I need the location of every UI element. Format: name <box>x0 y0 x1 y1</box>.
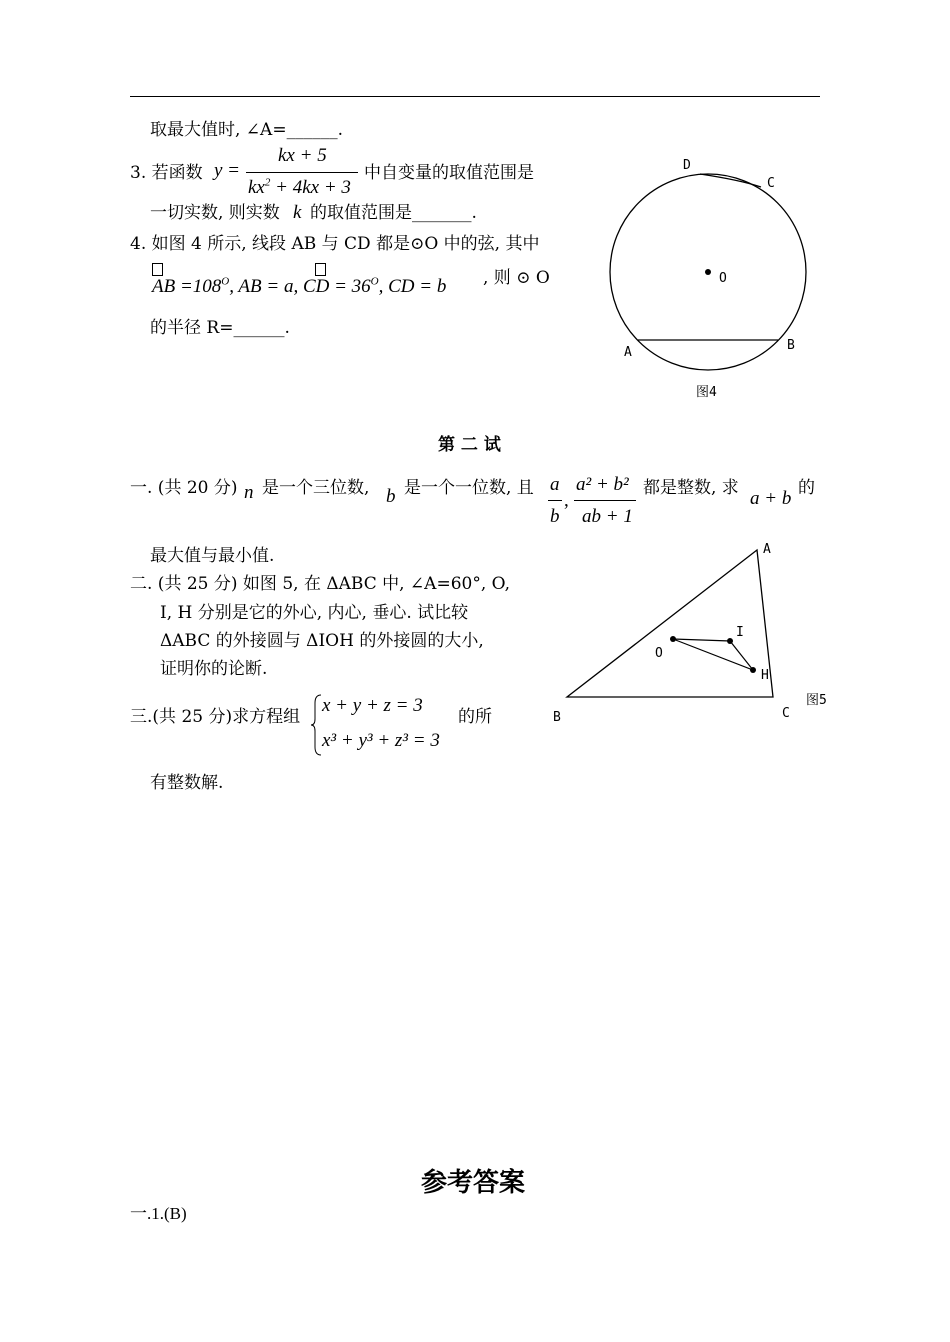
p2-line3: ΔABC 的外接圆与 ΔIOH 的外接圆的大小, <box>160 631 484 651</box>
label-d: D <box>683 158 691 173</box>
figure-caption: 图5 <box>806 693 827 708</box>
q3-line2a: 一切实数, 则实数 <box>150 203 280 223</box>
point-o <box>670 636 676 642</box>
p1-expr: a + b <box>750 488 792 509</box>
q3-numerator: kx + 5 <box>278 145 327 166</box>
p1-b: b <box>386 486 396 507</box>
p3-suffix: 的所 <box>458 707 492 727</box>
q3-middle: 中自变量的取值范围是 <box>364 163 534 183</box>
degree-sup: O <box>221 275 230 288</box>
q4-line1: 4. 如图 4 所示, 线段 AB 与 CD 都是⊙O 中的弦, 其中 <box>130 234 540 254</box>
q3-line2b: 的取值范围是_______. <box>310 203 477 223</box>
p2-line1: 二. (共 25 分) 如图 5, 在 ΔABC 中, ∠A=60°, O, <box>130 574 510 594</box>
comma: , <box>564 490 569 511</box>
center-point <box>705 269 711 275</box>
label-a: A <box>763 542 771 557</box>
label-o: O <box>655 646 663 661</box>
degree-sup: O <box>370 275 379 288</box>
point-i <box>727 638 733 644</box>
p3-line2: 有整数解. <box>150 773 224 793</box>
p1-prefix: 一. (共 20 分) <box>130 478 238 498</box>
label-c: C <box>782 706 790 721</box>
frac2-denominator: ab + 1 <box>582 506 633 527</box>
p3-prefix: 三.(共 25 分)求方程组 <box>130 707 301 727</box>
q3-k: k <box>293 202 302 223</box>
q4-tail: , 则 ⊙ O <box>483 268 550 288</box>
frac1-numerator: a <box>550 474 560 495</box>
q3-denominator-b: + 4kx + 3 <box>275 177 351 198</box>
q4-math-a: AB =108 <box>152 276 222 297</box>
q3-exponent: 2 <box>264 176 271 189</box>
p1-mid3: 都是整数, 求 <box>643 478 739 498</box>
answer-1: 一.1.(B) <box>130 1204 187 1223</box>
figure-5-triangle <box>545 535 835 730</box>
answers-title: 参考答案 <box>421 1168 526 1198</box>
q3-fraction-bar <box>246 172 358 173</box>
label-o: O <box>719 271 727 286</box>
figure-4-circle <box>600 150 820 405</box>
label-b: B <box>787 338 795 353</box>
arc-symbol-box <box>152 263 163 276</box>
p1-end: 的 <box>798 478 815 498</box>
top-rule <box>130 96 820 97</box>
p1-line2: 最大值与最小值. <box>150 546 275 566</box>
arc-symbol-box <box>315 263 326 276</box>
p1-mid2: 是一个一位数, 且 <box>404 478 534 498</box>
label-i: I <box>736 625 744 640</box>
q4-math-b: , AB = a, CD = 36 <box>229 276 371 297</box>
question-fragment: 取最大值时, ∠A=______. <box>150 120 343 140</box>
frac2-bar <box>574 500 636 501</box>
p2-line2: I, H 分别是它的外心, 内心, 垂心. 试比较 <box>160 603 469 623</box>
q3-y-eq: y = <box>214 160 241 181</box>
q4-line3: 的半径 R=______. <box>150 318 290 338</box>
figure-caption: 图4 <box>696 385 717 400</box>
frac1-bar <box>548 500 562 501</box>
frac1-denominator: b <box>550 506 560 527</box>
p2-line4: 证明你的论断. <box>160 659 268 679</box>
triangle-abc <box>567 550 773 697</box>
p1-n: n <box>244 482 254 503</box>
q3-denominator-a: kx <box>248 177 265 198</box>
section-title: 第 二 试 <box>438 435 501 455</box>
frac2-numerator: a² + b² <box>576 474 629 495</box>
triangle-ioh <box>673 639 753 670</box>
equation-1: x + y + z = 3 <box>322 695 423 716</box>
label-c: C <box>767 176 775 191</box>
label-b: B <box>553 710 561 725</box>
equation-2: x³ + y³ + z³ = 3 <box>322 730 440 751</box>
p1-mid1: 是一个三位数, <box>262 478 370 498</box>
q3-prefix: 3. 若函数 <box>130 163 203 183</box>
label-h: H <box>761 668 769 683</box>
point-h <box>750 667 756 673</box>
label-a: A <box>624 345 632 360</box>
q4-math-c: , CD = b <box>378 276 447 297</box>
